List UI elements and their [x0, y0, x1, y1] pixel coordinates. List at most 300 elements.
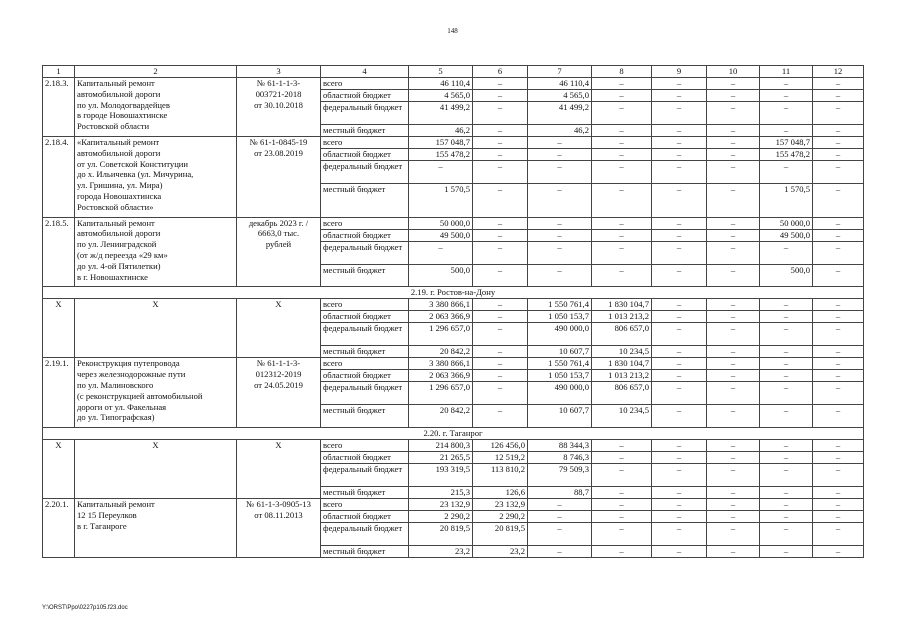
- amount-cell: –: [760, 487, 813, 499]
- amount-cell: –: [528, 264, 592, 287]
- amount-cell: –: [707, 358, 760, 370]
- funding-source: всего: [321, 499, 409, 511]
- amount-cell: 2 063 366,9: [409, 311, 473, 323]
- amount-cell: 1 050 153,7: [528, 311, 592, 323]
- column-number: 4: [321, 66, 409, 78]
- amount-cell: –: [813, 137, 864, 149]
- amount-cell: –: [760, 523, 813, 546]
- budget-table: [42, 65, 864, 558]
- amount-cell: –: [707, 487, 760, 499]
- amount-cell: –: [473, 299, 528, 311]
- amount-cell: 1 550 761,4: [528, 358, 592, 370]
- object-name-line: Ростовской области»: [77, 201, 154, 212]
- amount-cell: –: [707, 149, 760, 161]
- funding-source: всего: [321, 78, 409, 90]
- funding-source: областной бюджет: [321, 511, 409, 523]
- object-name: [75, 78, 237, 137]
- amount-cell: –: [760, 323, 813, 346]
- amount-cell: –: [652, 440, 707, 452]
- object-number: 2.18.3.: [43, 78, 75, 137]
- document-reference: [237, 137, 321, 218]
- object-name-line: города Новошахтинска: [77, 190, 162, 201]
- amount-cell: –: [652, 149, 707, 161]
- object-name-line: через железнодорожные пути: [77, 369, 186, 380]
- amount-cell: –: [528, 523, 592, 546]
- amount-cell: –: [473, 161, 528, 184]
- amount-cell: –: [760, 440, 813, 452]
- amount-cell: –: [707, 102, 760, 125]
- amount-cell: –: [813, 78, 864, 90]
- amount-cell: –: [652, 452, 707, 464]
- amount-cell: –: [707, 161, 760, 184]
- amount-cell: 10 234,5: [592, 405, 652, 428]
- object-name-line: Капитальный ремонт: [77, 499, 155, 510]
- amount-cell: 806 657,0: [592, 323, 652, 346]
- funding-source: федеральный бюджет: [321, 464, 409, 487]
- amount-cell: 50 000,0: [409, 217, 473, 229]
- amount-cell: –: [813, 217, 864, 229]
- funding-source: местный бюджет: [321, 487, 409, 499]
- amount-cell: –: [592, 546, 652, 558]
- amount-cell: 88,7: [528, 487, 592, 499]
- funding-source: всего: [321, 217, 409, 229]
- amount-cell: –: [707, 323, 760, 346]
- object-number: 2.19.1.: [43, 358, 75, 428]
- document-reference-line: № 61-1-1-3-: [256, 78, 301, 88]
- amount-cell: –: [652, 523, 707, 546]
- amount-cell: 20 842,2: [409, 405, 473, 428]
- amount-cell: 1 830 104,7: [592, 299, 652, 311]
- amount-cell: 193 319,5: [409, 464, 473, 487]
- document-reference-line: 003721-2018: [255, 88, 302, 99]
- amount-cell: 12 519,2: [473, 452, 528, 464]
- object-number: 2.18.4.: [43, 137, 75, 218]
- amount-cell: –: [592, 102, 652, 125]
- amount-cell: –: [473, 149, 528, 161]
- funding-source: федеральный бюджет: [321, 241, 409, 264]
- amount-cell: –: [592, 452, 652, 464]
- amount-cell: 113 810,2: [473, 464, 528, 487]
- object-name-line: «Капитальный ремонт: [77, 137, 160, 147]
- amount-cell: –: [473, 102, 528, 125]
- object-name: [75, 499, 237, 558]
- amount-cell: –: [528, 161, 592, 184]
- amount-cell: –: [813, 440, 864, 452]
- amount-cell: 10 234,5: [592, 346, 652, 358]
- amount-cell: –: [473, 405, 528, 428]
- amount-cell: –: [707, 440, 760, 452]
- amount-cell: –: [813, 487, 864, 499]
- amount-cell: 46,2: [528, 125, 592, 137]
- object-name-line: Реконструкция путепровода: [77, 358, 180, 369]
- amount-cell: –: [813, 523, 864, 546]
- document-reference-line: рублей: [265, 239, 292, 250]
- table-row: [43, 299, 864, 311]
- object-name-line: Х: [152, 440, 159, 451]
- amount-cell: –: [473, 241, 528, 264]
- amount-cell: –: [707, 184, 760, 218]
- object-name-line: (от ж/д переезда «29 км»: [77, 249, 168, 260]
- section-row: [43, 287, 864, 299]
- amount-cell: 1 570,5: [409, 184, 473, 218]
- amount-cell: –: [760, 370, 813, 382]
- amount-cell: –: [592, 499, 652, 511]
- amount-cell: 41 499,2: [409, 102, 473, 125]
- funding-source: областной бюджет: [321, 149, 409, 161]
- object-name-line: Капитальный ремонт: [77, 78, 155, 88]
- object-name-line: до ул. Типографская): [77, 412, 155, 423]
- object-name-line: Капитальный ремонт: [77, 217, 155, 228]
- amount-cell: 23,2: [409, 546, 473, 558]
- amount-cell: –: [813, 382, 864, 405]
- amount-cell: –: [813, 311, 864, 323]
- funding-source: областной бюджет: [321, 229, 409, 241]
- amount-cell: 23 132,9: [473, 499, 528, 511]
- amount-cell: –: [592, 217, 652, 229]
- amount-cell: –: [528, 499, 592, 511]
- amount-cell: –: [652, 161, 707, 184]
- object-number: Х: [43, 440, 75, 499]
- amount-cell: –: [592, 511, 652, 523]
- amount-cell: –: [592, 523, 652, 546]
- amount-cell: –: [813, 358, 864, 370]
- amount-cell: 126 456,0: [473, 440, 528, 452]
- amount-cell: 1 550 761,4: [528, 299, 592, 311]
- amount-cell: –: [760, 311, 813, 323]
- amount-cell: –: [528, 241, 592, 264]
- funding-source: всего: [321, 440, 409, 452]
- amount-cell: 4 565,0: [409, 90, 473, 102]
- object-name-line: автомобильной дороги: [77, 228, 161, 239]
- amount-cell: –: [473, 311, 528, 323]
- amount-cell: 490 000,0: [528, 382, 592, 405]
- section-title: 2.20. г. Таганрог: [43, 428, 864, 440]
- amount-cell: –: [707, 546, 760, 558]
- amount-cell: –: [473, 323, 528, 346]
- object-name-line: от ул. Советской Конституции: [77, 158, 189, 169]
- amount-cell: –: [813, 125, 864, 137]
- amount-cell: –: [528, 546, 592, 558]
- amount-cell: –: [707, 511, 760, 523]
- amount-cell: –: [592, 149, 652, 161]
- table-row: [43, 499, 864, 511]
- amount-cell: –: [813, 161, 864, 184]
- amount-cell: –: [760, 452, 813, 464]
- amount-cell: –: [473, 382, 528, 405]
- amount-cell: –: [813, 229, 864, 241]
- amount-cell: –: [592, 487, 652, 499]
- amount-cell: 46 110,4: [528, 78, 592, 90]
- document-reference-line: Х: [275, 440, 282, 451]
- amount-cell: –: [760, 499, 813, 511]
- amount-cell: –: [652, 311, 707, 323]
- amount-cell: –: [652, 137, 707, 149]
- object-name: [75, 137, 237, 218]
- funding-source: всего: [321, 299, 409, 311]
- amount-cell: –: [813, 323, 864, 346]
- amount-cell: –: [652, 511, 707, 523]
- amount-cell: –: [652, 370, 707, 382]
- amount-cell: –: [652, 184, 707, 218]
- funding-source: местный бюджет: [321, 346, 409, 358]
- amount-cell: 20 819,5: [409, 523, 473, 546]
- amount-cell: –: [813, 511, 864, 523]
- amount-cell: 20 819,5: [473, 523, 528, 546]
- column-number: 1: [43, 66, 75, 78]
- object-name-line: автомобильной дороги: [77, 147, 161, 158]
- amount-cell: –: [707, 229, 760, 241]
- amount-cell: –: [409, 241, 473, 264]
- amount-cell: –: [652, 405, 707, 428]
- object-number: Х: [43, 299, 75, 358]
- amount-cell: –: [707, 217, 760, 229]
- section-title: 2.19. г. Ростов-на-Дону: [43, 287, 864, 299]
- amount-cell: –: [760, 161, 813, 184]
- amount-cell: 806 657,0: [592, 382, 652, 405]
- object-name-line: до х. Ильичевка (ул. Мичурина,: [77, 169, 194, 180]
- amount-cell: 8 746,3: [528, 452, 592, 464]
- amount-cell: 155 478,2: [409, 149, 473, 161]
- amount-cell: –: [707, 90, 760, 102]
- object-name: [75, 299, 237, 358]
- amount-cell: –: [652, 546, 707, 558]
- amount-cell: 4 565,0: [528, 90, 592, 102]
- amount-cell: –: [707, 137, 760, 149]
- amount-cell: –: [652, 102, 707, 125]
- object-name-line: до ул. 4-ой Пятилетки): [77, 260, 161, 271]
- amount-cell: –: [813, 405, 864, 428]
- amount-cell: –: [760, 346, 813, 358]
- amount-cell: –: [592, 464, 652, 487]
- column-number: 2: [75, 66, 237, 78]
- amount-cell: –: [707, 370, 760, 382]
- amount-cell: –: [409, 161, 473, 184]
- amount-cell: –: [652, 78, 707, 90]
- object-number: 2.20.1.: [43, 499, 75, 558]
- amount-cell: –: [760, 241, 813, 264]
- amount-cell: –: [813, 464, 864, 487]
- table-body: [43, 66, 864, 558]
- amount-cell: –: [652, 217, 707, 229]
- document-reference: [237, 499, 321, 558]
- section-row: [43, 428, 864, 440]
- amount-cell: –: [592, 125, 652, 137]
- amount-cell: –: [707, 241, 760, 264]
- amount-cell: –: [473, 370, 528, 382]
- amount-cell: –: [652, 299, 707, 311]
- amount-cell: –: [592, 161, 652, 184]
- amount-cell: –: [760, 511, 813, 523]
- amount-cell: –: [813, 370, 864, 382]
- funding-source: федеральный бюджет: [321, 161, 409, 184]
- amount-cell: –: [652, 323, 707, 346]
- amount-cell: –: [813, 90, 864, 102]
- column-number: 3: [237, 66, 321, 78]
- amount-cell: –: [707, 452, 760, 464]
- amount-cell: –: [760, 358, 813, 370]
- object-name-line: Х: [152, 299, 159, 310]
- amount-cell: 1 830 104,7: [592, 358, 652, 370]
- document-reference-line: от 24.05.2019: [254, 379, 303, 390]
- funding-source: местный бюджет: [321, 125, 409, 137]
- amount-cell: –: [528, 149, 592, 161]
- amount-cell: –: [473, 217, 528, 229]
- amount-cell: 46,2: [409, 125, 473, 137]
- column-number: 12: [813, 66, 864, 78]
- amount-cell: 2 290,2: [409, 511, 473, 523]
- amount-cell: 88 344,3: [528, 440, 592, 452]
- amount-cell: –: [473, 125, 528, 137]
- amount-cell: 2 290,2: [473, 511, 528, 523]
- column-number: 8: [592, 66, 652, 78]
- amount-cell: –: [707, 125, 760, 137]
- amount-cell: 157 048,7: [409, 137, 473, 149]
- object-name: [75, 358, 237, 428]
- amount-cell: –: [707, 311, 760, 323]
- document-reference-line: № 61-1-3-0905-13: [246, 499, 311, 510]
- object-name-line: в г. Таганроге: [77, 520, 127, 531]
- document-reference: [237, 299, 321, 358]
- amount-cell: 1 013 213,2: [592, 370, 652, 382]
- amount-cell: 215,3: [409, 487, 473, 499]
- object-name-line: ул. Гришина, ул. Мира): [77, 180, 163, 191]
- document-reference-line: от 23.08.2019: [254, 147, 303, 158]
- amount-cell: –: [473, 90, 528, 102]
- amount-cell: –: [813, 452, 864, 464]
- amount-cell: –: [652, 241, 707, 264]
- amount-cell: –: [813, 546, 864, 558]
- amount-cell: 46 110,4: [409, 78, 473, 90]
- amount-cell: –: [652, 382, 707, 405]
- amount-cell: –: [528, 511, 592, 523]
- amount-cell: –: [473, 346, 528, 358]
- amount-cell: 49 500,0: [409, 229, 473, 241]
- amount-cell: 1 050 153,7: [528, 370, 592, 382]
- amount-cell: 500,0: [760, 264, 813, 287]
- amount-cell: 214 800,3: [409, 440, 473, 452]
- amount-cell: 20 842,2: [409, 346, 473, 358]
- amount-cell: –: [707, 264, 760, 287]
- document-reference-line: № 61-1-0845-19: [249, 137, 308, 147]
- amount-cell: –: [473, 184, 528, 218]
- funding-source: местный бюджет: [321, 405, 409, 428]
- funding-source: всего: [321, 358, 409, 370]
- column-number: 7: [528, 66, 592, 78]
- funding-source: областной бюджет: [321, 311, 409, 323]
- object-name-line: (с реконструкцией автомобильной: [77, 390, 203, 401]
- amount-cell: –: [652, 264, 707, 287]
- amount-cell: –: [652, 499, 707, 511]
- amount-cell: –: [707, 405, 760, 428]
- amount-cell: –: [592, 90, 652, 102]
- amount-cell: –: [528, 217, 592, 229]
- amount-cell: 1 570,5: [760, 184, 813, 218]
- amount-cell: –: [592, 78, 652, 90]
- amount-cell: –: [592, 137, 652, 149]
- amount-cell: –: [813, 184, 864, 218]
- amount-cell: –: [652, 346, 707, 358]
- amount-cell: –: [813, 346, 864, 358]
- document-reference-line: № 61-1-1-3-: [256, 358, 301, 369]
- amount-cell: –: [592, 264, 652, 287]
- table-row: [43, 78, 864, 90]
- document-reference: [237, 440, 321, 499]
- amount-cell: –: [760, 78, 813, 90]
- file-path-footer: Y:\ORST\Ppo\0227p105.f23.doc: [42, 605, 128, 611]
- column-number: 11: [760, 66, 813, 78]
- funding-source: местный бюджет: [321, 264, 409, 287]
- amount-cell: –: [652, 125, 707, 137]
- funding-source: областной бюджет: [321, 90, 409, 102]
- column-number: 6: [473, 66, 528, 78]
- amount-cell: 1 296 657,0: [409, 323, 473, 346]
- amount-cell: –: [707, 382, 760, 405]
- amount-cell: 126,6: [473, 487, 528, 499]
- amount-cell: –: [528, 184, 592, 218]
- document-reference: [237, 358, 321, 428]
- amount-cell: –: [760, 125, 813, 137]
- object-name: [75, 440, 237, 499]
- amount-cell: –: [473, 358, 528, 370]
- object-name-line: 12 15 Переулков: [77, 509, 137, 520]
- amount-cell: –: [760, 464, 813, 487]
- object-name-line: автомобильной дороги: [77, 88, 161, 99]
- page-number: 148: [447, 27, 458, 35]
- column-number: 10: [707, 66, 760, 78]
- object-name-line: в городе Новошахтинске: [77, 110, 168, 121]
- amount-cell: 21 265,5: [409, 452, 473, 464]
- amount-cell: –: [813, 149, 864, 161]
- amount-cell: 10 607,7: [528, 346, 592, 358]
- amount-cell: –: [813, 264, 864, 287]
- funding-source: местный бюджет: [321, 546, 409, 558]
- amount-cell: 1 013 213,2: [592, 311, 652, 323]
- amount-cell: –: [592, 229, 652, 241]
- amount-cell: –: [473, 137, 528, 149]
- amount-cell: 41 499,2: [528, 102, 592, 125]
- amount-cell: –: [652, 90, 707, 102]
- amount-cell: –: [760, 382, 813, 405]
- amount-cell: 23 132,9: [409, 499, 473, 511]
- amount-cell: –: [707, 523, 760, 546]
- amount-cell: 49 500,0: [760, 229, 813, 241]
- amount-cell: –: [707, 499, 760, 511]
- object-name-line: в г. Новошахтинске: [77, 271, 148, 282]
- funding-source: всего: [321, 137, 409, 149]
- amount-cell: –: [760, 90, 813, 102]
- amount-cell: 2 063 366,9: [409, 370, 473, 382]
- amount-cell: –: [760, 546, 813, 558]
- amount-cell: –: [652, 358, 707, 370]
- amount-cell: –: [760, 102, 813, 125]
- object-name-line: по ул. Ленинградской: [77, 239, 157, 250]
- funding-source: федеральный бюджет: [321, 102, 409, 125]
- amount-cell: 23,2: [473, 546, 528, 558]
- document-reference: [237, 217, 321, 287]
- document-reference-line: от 30.10.2018: [254, 99, 303, 110]
- document-reference-line: 012312-2019: [255, 369, 302, 380]
- amount-cell: –: [813, 499, 864, 511]
- amount-cell: –: [760, 299, 813, 311]
- table-row: [43, 137, 864, 149]
- amount-cell: 490 000,0: [528, 323, 592, 346]
- table-row: [43, 440, 864, 452]
- object-name: [75, 217, 237, 287]
- amount-cell: –: [473, 229, 528, 241]
- amount-cell: –: [813, 241, 864, 264]
- amount-cell: 10 607,7: [528, 405, 592, 428]
- amount-cell: –: [528, 137, 592, 149]
